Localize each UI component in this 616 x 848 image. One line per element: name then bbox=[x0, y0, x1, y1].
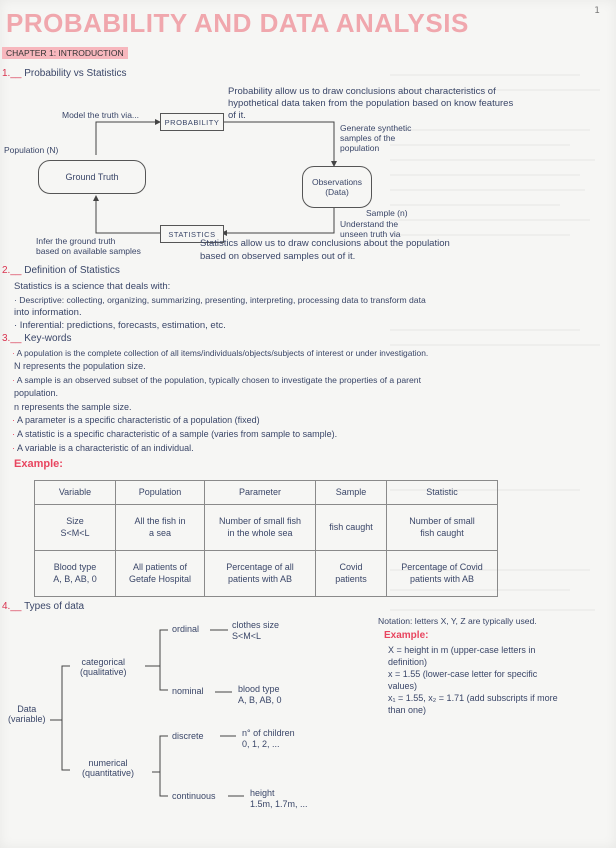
statistics-description-1: Statistics allow us to draw conclusions about the population bbox=[200, 238, 450, 249]
keyword-population: · A population is the complete collection of all items/individuals/objects/subjects of interest or under investigation. bbox=[12, 348, 429, 358]
section-1-heading: 1.__ Probability vs Statistics bbox=[2, 68, 127, 79]
cell-parameter bbox=[205, 505, 316, 551]
generate-label-3: population bbox=[340, 143, 380, 153]
nominal-label: nominal bbox=[172, 686, 204, 696]
probability-description-2: hypothetical data taken from the population based on know features bbox=[228, 98, 514, 109]
example-line: A, B, AB, 0 bbox=[238, 695, 282, 705]
notation-example-line: values) bbox=[388, 681, 418, 691]
cell-sample bbox=[316, 551, 387, 597]
infer-label-2: based on available samples bbox=[36, 246, 141, 256]
example-line: clothes size bbox=[232, 620, 280, 630]
qualitative-label: (qualitative) bbox=[80, 667, 127, 677]
notation-line: Notation: letters X, Y, Z are typically used. bbox=[378, 616, 537, 626]
cell-variable bbox=[35, 505, 116, 551]
cell-line: patients with AB bbox=[409, 573, 475, 584]
categorical-label: categorical bbox=[81, 657, 126, 667]
example-line: 1.5m, 1.7m, ... bbox=[250, 799, 308, 809]
probability-description-3: of it. bbox=[228, 110, 246, 121]
data-types-tree bbox=[0, 600, 380, 840]
generate-label-2: samples of the bbox=[340, 133, 396, 143]
section-title: Definition of Statistics bbox=[24, 265, 120, 276]
cell-line: patients bbox=[335, 573, 367, 584]
section-title: Key-words bbox=[24, 333, 72, 344]
keyword-sample-cont: population. bbox=[14, 388, 59, 398]
notation-example-line: definition) bbox=[388, 657, 428, 667]
cell-line: Percentage of Covid bbox=[401, 561, 483, 572]
data-label: Data bbox=[17, 704, 37, 714]
keyword-text: A population is the complete collection of all items/individuals/objects/subjects of interest or under investigation. bbox=[16, 348, 429, 358]
arrow-ground-to-probability bbox=[96, 122, 160, 155]
population-label: Population (N) bbox=[4, 145, 59, 155]
cell-line: Number of small bbox=[409, 515, 475, 526]
statistics-description-2: based on observed samples out of it. bbox=[200, 251, 356, 262]
observations-label: Observations bbox=[311, 177, 363, 187]
definition-line-3: into information. bbox=[14, 307, 82, 318]
table-row bbox=[35, 551, 498, 597]
continuous-example bbox=[250, 788, 308, 810]
branch-categorical bbox=[62, 666, 70, 720]
keyword-statistic: · A statistic is a specific characteristic of a sample (varies from sample to sample). bbox=[12, 429, 338, 439]
header-parameter: Parameter bbox=[205, 481, 316, 505]
cell-line: in the whole sea bbox=[227, 527, 293, 538]
cell-line: A, B, AB, 0 bbox=[53, 573, 97, 584]
cell-line: Size bbox=[66, 515, 84, 526]
chapter-heading: CHAPTER 1: INTRODUCTION bbox=[2, 47, 128, 59]
keyword-variable: · A variable is a characteristic of an individual. bbox=[12, 443, 194, 453]
section-number: 3. bbox=[2, 333, 11, 344]
keyword-text: A variable is a characteristic of an individual. bbox=[17, 443, 194, 453]
cell-line: S<M<L bbox=[60, 527, 90, 538]
categorical-node bbox=[80, 657, 127, 677]
cell-line: All the fish in bbox=[134, 515, 186, 526]
observations-node bbox=[302, 166, 372, 208]
ordinal-example bbox=[232, 620, 279, 642]
example-line: S<M<L bbox=[232, 631, 262, 641]
keyword-population-size: N represents the population size. bbox=[14, 361, 146, 371]
section-title: Types of data bbox=[24, 601, 85, 612]
header-variable: Variable bbox=[35, 481, 116, 505]
data-root-label bbox=[8, 704, 46, 724]
branch-ordinal bbox=[145, 630, 168, 666]
cell-population bbox=[116, 505, 205, 551]
header-statistic: Statistic bbox=[387, 481, 498, 505]
section-number: 4. bbox=[2, 601, 11, 612]
branch-continuous bbox=[160, 772, 168, 796]
definition-line-2: · Descriptive: collecting, organizing, summarizing, presenting, interpreting, processing data to transform data bbox=[14, 295, 426, 305]
cell-line: patients with AB bbox=[227, 573, 293, 584]
quantitative-label: (quantitative) bbox=[82, 768, 135, 778]
ordinal-label: ordinal bbox=[172, 624, 200, 634]
arrow-statistics-to-ground bbox=[96, 196, 160, 233]
generate-label-1: Generate synthetic bbox=[340, 123, 412, 133]
cell-variable bbox=[35, 551, 116, 597]
cell-line: All patients of bbox=[132, 561, 188, 572]
header-population: Population bbox=[116, 481, 205, 505]
arrow-probability-to-observations bbox=[222, 122, 334, 166]
cell-line: Covid bbox=[339, 561, 363, 572]
numerical-node bbox=[82, 758, 134, 778]
keyword-text: A parameter is a specific characteristic of a population (fixed) bbox=[17, 415, 260, 425]
discrete-label: discrete bbox=[172, 731, 204, 741]
infer-label-1: Infer the ground truth bbox=[36, 236, 116, 246]
sample-label: Sample (n) bbox=[366, 208, 408, 218]
probability-box: PROBABILITY bbox=[160, 113, 224, 131]
notation-examples bbox=[388, 644, 610, 716]
cell-line: Number of small fish bbox=[218, 515, 302, 526]
keyword-sample: · A sample is an observed subset of the population, typically chosen to investigate the properties of a parent bbox=[12, 375, 421, 385]
understand-label-1: Understand the bbox=[340, 219, 399, 229]
statistics-box: STATISTICS bbox=[160, 225, 224, 243]
page-title: PROBABILITY AND DATA ANALYSIS bbox=[6, 8, 469, 38]
cell-line: Percentage of all bbox=[226, 561, 294, 572]
keyword-text: A sample is an observed subset of the population, typically chosen to investigate the properties of a parent bbox=[16, 375, 421, 385]
cell-statistic bbox=[387, 505, 498, 551]
branch-discrete bbox=[152, 736, 168, 772]
header-sample: Sample bbox=[316, 481, 387, 505]
cell-line: Getafe Hospital bbox=[128, 573, 192, 584]
model-truth-label: Model the truth via... bbox=[62, 110, 140, 120]
variable-label: (variable) bbox=[8, 714, 46, 724]
keyword-parameter: · A parameter is a specific characteristic of a population (fixed) bbox=[12, 415, 260, 425]
section-title: Probability vs Statistics bbox=[24, 68, 127, 79]
cell-line: a sea bbox=[148, 527, 172, 538]
section-number: 1. bbox=[2, 68, 11, 79]
definition-line-4: · Inferential: predictions, forecasts, estimation, etc. bbox=[14, 320, 226, 331]
discrete-example bbox=[242, 728, 295, 750]
notation-example-label: Example: bbox=[384, 630, 429, 641]
probability-description-1: Probability allow us to draw conclusions about characteristics of bbox=[228, 86, 496, 97]
arrow-observations-to-statistics bbox=[222, 207, 334, 233]
definition-line-1: Statistics is a science that deals with: bbox=[14, 281, 171, 292]
branch-nominal bbox=[160, 666, 168, 690]
notation-example-line: than one) bbox=[388, 705, 427, 715]
example-line: blood type bbox=[238, 684, 280, 694]
notation-example-line: x = 1.55 (lower-case letter for specific bbox=[388, 669, 538, 679]
example-line: 0, 1, 2, ... bbox=[242, 739, 280, 749]
understand-label-2: unseen truth via bbox=[340, 229, 401, 239]
page-number: 1 bbox=[594, 6, 600, 16]
section-number: 2. bbox=[2, 265, 11, 276]
ground-truth-node: Ground Truth bbox=[38, 160, 146, 194]
keyword-text: A statistic is a specific characteristic of a sample (varies from sample to sample). bbox=[17, 429, 338, 439]
section-3-heading: 3.__ Key-words bbox=[2, 333, 72, 344]
data-label: (Data) bbox=[325, 187, 349, 197]
numerical-label: numerical bbox=[88, 758, 128, 768]
nominal-example bbox=[238, 684, 282, 706]
example-line: height bbox=[250, 788, 275, 798]
cell-line: fish caught bbox=[420, 527, 464, 538]
branch-numerical bbox=[62, 720, 70, 770]
example-table bbox=[34, 480, 498, 597]
cell-population bbox=[116, 551, 205, 597]
example-line: n° of children bbox=[242, 728, 295, 738]
cell-sample: fish caught bbox=[316, 505, 387, 551]
cell-statistic bbox=[387, 551, 498, 597]
cell-line: Blood type bbox=[53, 561, 97, 572]
continuous-label: continuous bbox=[172, 791, 216, 801]
section-2-heading: 2.__ Definition of Statistics bbox=[2, 265, 120, 276]
notation-example-line: x₁ = 1.55, x₂ = 1.71 (add subscripts if more bbox=[388, 693, 558, 703]
section-4-heading: 4.__ Types of data bbox=[2, 601, 85, 612]
notation-example-line: X = height in m (upper-case letters in bbox=[388, 645, 536, 655]
table-row bbox=[35, 505, 498, 551]
example-label: Example: bbox=[14, 458, 63, 470]
table-header-row bbox=[35, 481, 498, 505]
keyword-sample-size: n represents the sample size. bbox=[14, 402, 132, 412]
cell-parameter bbox=[205, 551, 316, 597]
